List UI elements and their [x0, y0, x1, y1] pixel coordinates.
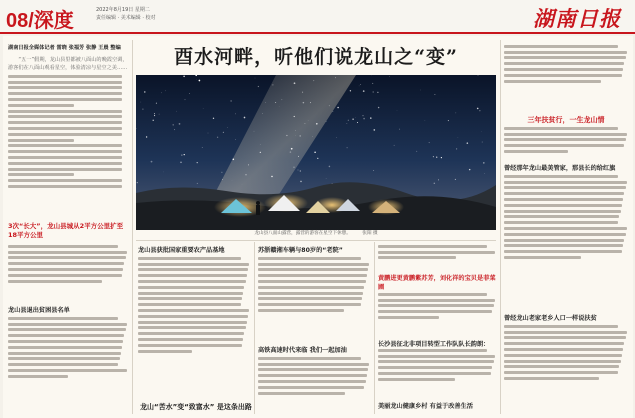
- star: [137, 182, 138, 183]
- body-text-line: [378, 245, 487, 248]
- body-text-line: [8, 328, 126, 331]
- body-text-line: [258, 368, 368, 371]
- star: [377, 92, 378, 93]
- body-text-line: [8, 150, 122, 153]
- star: [233, 159, 235, 161]
- body-text-line: [378, 372, 491, 375]
- body-text-line: [258, 374, 367, 377]
- body-text-line: [8, 86, 122, 89]
- star: [144, 91, 145, 92]
- body-text-line: [8, 323, 127, 326]
- body-text-line: [504, 325, 618, 328]
- star: [235, 139, 236, 140]
- body-text-line: [258, 286, 364, 289]
- star: [363, 118, 365, 120]
- star: [436, 157, 437, 158]
- newspaper-logo: 湖南日报: [533, 6, 621, 31]
- section-heading-mid-3: 高铁高速时代来临 我们一起加油: [258, 347, 347, 354]
- body-text-line: [504, 80, 601, 83]
- body-text-line: [258, 280, 366, 283]
- body-col-left-b: [8, 314, 128, 414]
- star: [164, 172, 165, 173]
- body-text-line: [504, 45, 618, 48]
- star: [230, 100, 231, 101]
- body-text-line: [504, 371, 618, 374]
- body-text-line: [8, 127, 122, 130]
- section-heading-mid-4: 龙山“苦水”变“致富水” 是这条出路: [140, 403, 252, 411]
- body-text-line: [8, 268, 123, 271]
- star: [441, 157, 442, 158]
- star: [227, 127, 228, 128]
- body-text-line: [8, 156, 122, 159]
- star: [153, 120, 154, 121]
- body-text-line: [504, 127, 618, 130]
- star: [348, 120, 349, 121]
- body-text-line: [258, 303, 361, 306]
- star: [355, 117, 356, 118]
- star: [223, 132, 224, 133]
- body-text-line: [8, 352, 121, 355]
- star: [455, 179, 456, 180]
- star: [217, 137, 218, 138]
- star: [271, 176, 272, 177]
- star: [363, 115, 364, 116]
- body-text-line: [138, 332, 244, 335]
- star: [151, 161, 153, 163]
- photo-caption: [136, 229, 496, 239]
- body-col-right-c: [378, 346, 496, 396]
- body-text-line: [504, 150, 568, 153]
- body-text-line: [504, 342, 624, 345]
- body-text-line: [8, 363, 118, 366]
- body-text-line: [8, 92, 122, 95]
- star: [455, 113, 456, 114]
- star: [254, 131, 255, 132]
- column-divider: [132, 40, 133, 414]
- body-text-line: [138, 350, 192, 353]
- body-text-line: [8, 369, 127, 372]
- body-text-line: [504, 354, 622, 357]
- section-heading-right-2: 长沙县征北非项目转型工作队队长韵朗：: [378, 341, 490, 348]
- body-text-line: [8, 144, 122, 147]
- body-text-line: [258, 386, 364, 389]
- body-text-line: [378, 349, 487, 352]
- body-text-line: [8, 334, 124, 337]
- body-text-line: [8, 75, 122, 78]
- body-text-line: [504, 227, 627, 230]
- star: [154, 115, 155, 116]
- star: [373, 170, 374, 171]
- body-text-line: [138, 338, 243, 341]
- star: [172, 124, 173, 125]
- body-text-line: [8, 162, 122, 165]
- body-text-line: [258, 309, 344, 312]
- body-text-line: [504, 233, 626, 236]
- body-text-line: [504, 244, 623, 247]
- body-text-line: [504, 56, 626, 59]
- star: [222, 179, 223, 180]
- star: [333, 111, 334, 112]
- star: [245, 174, 246, 175]
- body-text-line: [504, 365, 619, 368]
- star: [329, 105, 330, 106]
- star: [317, 158, 318, 159]
- body-col-mid-b: [258, 254, 370, 340]
- body-text-line: [378, 316, 439, 319]
- star: [416, 151, 417, 152]
- star: [399, 129, 400, 130]
- article-photo: [136, 75, 496, 230]
- headline: 酉水河畔，听他们说龙山之“变”: [174, 46, 458, 68]
- body-text-line: [378, 304, 494, 307]
- body-text-line: [378, 378, 455, 381]
- star: [335, 77, 336, 78]
- star: [142, 108, 143, 109]
- star: [326, 121, 327, 122]
- section-heading-right-1: 黄鹏进更黄鹏紫苏芳，刘化祥的宝贝是菲菜圃: [378, 275, 496, 291]
- body-text-line: [8, 98, 122, 101]
- body-text-line: [378, 256, 456, 259]
- body-text-line: [8, 262, 124, 265]
- star: [394, 145, 395, 146]
- star: [248, 164, 249, 165]
- body-text-line: [138, 326, 246, 329]
- body-text-line: [138, 263, 249, 266]
- body-text-line: [504, 239, 624, 242]
- section-heading-right-3: 美丽龙山健康乡村 有益于改善生活: [378, 403, 473, 410]
- body-text-line: [138, 303, 241, 306]
- body-text-line: [258, 263, 369, 266]
- star: [300, 170, 301, 171]
- star: [467, 142, 469, 144]
- body-text-line: [138, 344, 242, 347]
- body-text-line: [504, 215, 619, 218]
- star: [161, 93, 162, 94]
- body-text-line: [8, 245, 118, 248]
- star: [235, 113, 236, 114]
- star: [221, 172, 222, 173]
- body-col-far-right-d: [504, 322, 628, 414]
- body-text-line: [138, 280, 246, 283]
- star: [265, 102, 266, 103]
- star: [433, 156, 434, 157]
- body-text-line: [504, 210, 621, 213]
- star: [378, 107, 380, 109]
- star: [350, 90, 351, 91]
- section-heading-far-right-2: 曾经那年龙山最美管家，那县长的给红旗: [504, 165, 616, 172]
- body-col-mid-a: [138, 254, 250, 400]
- star: [302, 92, 303, 93]
- body-text-line: [8, 179, 122, 182]
- body-text-line: [138, 309, 249, 312]
- body-text-line: [258, 392, 345, 395]
- star: [286, 135, 287, 136]
- star: [329, 166, 331, 168]
- star: [434, 94, 435, 95]
- editor-text: 责任编辑 · 美术编辑 · 校对: [96, 15, 156, 21]
- body-text-line: [504, 336, 626, 339]
- byline: 湖南日报全媒体记者 雷晓 张福芳 张静 王晨 整编: [8, 45, 121, 51]
- star: [180, 161, 182, 163]
- body-text-line: [378, 251, 495, 254]
- star: [176, 111, 177, 112]
- body-text-line: [8, 256, 126, 259]
- star: [184, 154, 185, 155]
- body-text-line: [8, 173, 74, 176]
- body-text-line: [138, 315, 248, 318]
- body-col-far-right-a: [504, 42, 628, 102]
- star: [189, 93, 190, 94]
- star: [456, 148, 457, 149]
- body-text-line: [8, 280, 102, 283]
- star: [196, 79, 197, 80]
- star: [146, 136, 147, 137]
- star: [434, 183, 435, 184]
- star: [313, 80, 314, 81]
- date-text: 2022年8月19日 星期二: [96, 7, 150, 13]
- star: [352, 118, 353, 119]
- body-text-line: [504, 68, 623, 71]
- star: [272, 84, 273, 85]
- star: [281, 99, 282, 100]
- star: [290, 151, 291, 152]
- body-text-line: [378, 366, 492, 369]
- star: [429, 142, 430, 143]
- body-text-line: [504, 144, 624, 147]
- article-lede: [8, 44, 128, 191]
- body-text-line: [504, 221, 618, 224]
- column-divider: [500, 40, 501, 414]
- body-text-line: [8, 357, 120, 360]
- body-text-line: [258, 357, 361, 360]
- body-text-line: [504, 192, 624, 195]
- body-text-line: [8, 81, 122, 84]
- star: [260, 152, 261, 153]
- body-text-line: [378, 355, 495, 358]
- body-text-line: [504, 138, 626, 141]
- page-section-label: 08/深度: [6, 10, 74, 32]
- body-text-line: [258, 274, 367, 277]
- star: [337, 107, 339, 109]
- starry-night-campsite-image: [136, 75, 496, 230]
- section-heading-mid-1: 龙山县获批国家重要农产品基地: [138, 247, 225, 254]
- star: [373, 129, 375, 131]
- body-text-line: [138, 292, 243, 295]
- body-text-line: [378, 293, 487, 296]
- star: [483, 162, 485, 164]
- star: [294, 116, 295, 117]
- star: [326, 178, 327, 179]
- body-text-line: [8, 110, 122, 113]
- star: [299, 135, 301, 137]
- star: [141, 102, 142, 103]
- body-text-line: [378, 299, 495, 302]
- caption-text: 龙山县八面山露营，露营的游客在星空下休憩。: [254, 231, 351, 236]
- star: [477, 108, 479, 110]
- star: [199, 80, 201, 82]
- star: [258, 86, 259, 87]
- star: [154, 113, 155, 114]
- section-heading-far-right-1: 三年扶贫行，一生龙山情: [527, 116, 605, 124]
- star: [244, 117, 246, 119]
- star: [165, 91, 166, 92]
- star: [156, 103, 157, 104]
- star: [262, 113, 263, 114]
- body-text-line: [138, 321, 247, 324]
- body-text-line: [504, 348, 623, 351]
- star: [484, 173, 485, 174]
- star: [310, 102, 311, 103]
- star: [370, 117, 371, 118]
- body-col-mid-c: [258, 354, 370, 414]
- star: [174, 129, 175, 130]
- section-heading-left-1: 3次“长大”，龙山县城从2平方公里扩至18平方公里: [8, 222, 124, 239]
- body-text-line: [8, 139, 74, 142]
- star: [184, 99, 185, 100]
- body-text-line: [258, 292, 363, 295]
- star: [179, 123, 181, 125]
- body-col-left-a: [8, 242, 128, 302]
- body-text-line: [138, 286, 244, 289]
- body-text-line: [8, 317, 118, 320]
- star: [316, 123, 318, 125]
- star: [314, 152, 316, 154]
- star: [213, 118, 214, 119]
- star: [469, 169, 470, 170]
- column-divider: [374, 242, 375, 414]
- star: [202, 147, 203, 148]
- issue-date: [96, 6, 256, 22]
- body-text-line: [504, 331, 627, 334]
- body-col-far-right-b: [504, 124, 628, 168]
- body-text-line: [504, 377, 599, 380]
- body-text-line: [8, 185, 122, 188]
- body-text-line: [138, 268, 248, 271]
- body-text-line: [504, 256, 581, 259]
- star: [295, 130, 296, 131]
- star: [291, 148, 293, 150]
- star: [372, 83, 373, 84]
- star: [458, 137, 459, 138]
- column-divider: [254, 242, 255, 414]
- star: [181, 154, 183, 156]
- star: [197, 162, 198, 163]
- star: [260, 144, 261, 145]
- body-text-line: [504, 175, 618, 178]
- star: [420, 90, 421, 91]
- star: [347, 123, 348, 124]
- star: [357, 122, 358, 123]
- star: [159, 114, 160, 115]
- body-text-line: [8, 375, 68, 378]
- star: [304, 123, 305, 124]
- star: [347, 147, 348, 148]
- lede-body: [8, 75, 128, 188]
- star: [438, 179, 439, 180]
- star: [297, 169, 298, 170]
- body-text-line: [504, 133, 627, 136]
- body-text-line: [504, 186, 626, 189]
- star: [275, 102, 276, 103]
- body-text-line: [258, 363, 369, 366]
- star: [303, 102, 305, 104]
- body-text-line: [504, 360, 621, 363]
- body-text-line: [8, 104, 74, 107]
- body-text-line: [378, 360, 494, 363]
- body-text-line: [8, 251, 127, 254]
- star: [389, 76, 390, 77]
- body-text-line: [258, 268, 368, 271]
- star: [300, 181, 302, 183]
- body-text-line: [8, 274, 122, 277]
- star: [183, 76, 184, 77]
- star: [448, 120, 449, 121]
- body-text-line: [504, 181, 627, 184]
- body-text-line: [138, 297, 242, 300]
- star: [479, 110, 480, 111]
- body-text-line: [504, 204, 622, 207]
- photo-divider: [136, 240, 496, 241]
- star: [482, 142, 483, 143]
- body-text-line: [8, 121, 122, 124]
- star: [294, 82, 296, 84]
- star: [197, 183, 198, 184]
- body-text-line: [8, 133, 122, 136]
- section-heading-mid-2: 苏浙赣湘车辆与80岁的“老院”: [258, 247, 343, 254]
- body-text-line: [504, 198, 623, 201]
- body-text-line: [258, 380, 366, 383]
- body-text-line: [8, 346, 122, 349]
- star: [363, 90, 365, 92]
- star: [360, 84, 361, 85]
- body-text-line: [504, 250, 622, 253]
- star: [336, 137, 337, 138]
- body-col-far-right-c: [504, 172, 628, 308]
- intro-paragraph: “五一”假期，龙山县里都被八面山的晚霞空调，游客们在八面山观看星空，体验清凉与星空之美……: [8, 57, 128, 71]
- body-text-line: [8, 115, 122, 118]
- photo-credit: 张阳 摄: [362, 231, 378, 236]
- star: [312, 136, 313, 137]
- star: [425, 120, 426, 121]
- body-text-line: [504, 62, 624, 65]
- body-text-line: [138, 257, 241, 260]
- body-col-right-b: [378, 290, 496, 334]
- body-text-line: [504, 74, 622, 77]
- body-text-line: [8, 168, 122, 171]
- star: [298, 156, 299, 157]
- star: [208, 133, 209, 134]
- body-text-line: [258, 297, 362, 300]
- body-text-line: [504, 51, 627, 54]
- star: [293, 167, 294, 168]
- section-heading-far-right-3: 曾经龙山老家老乡人口一样说扶贫: [504, 315, 597, 322]
- star: [359, 86, 360, 87]
- masthead: [0, 0, 635, 34]
- star: [373, 91, 374, 92]
- body-text-line: [378, 310, 492, 313]
- body-text-line: [258, 257, 361, 260]
- section-heading-left-2: 龙山县退出贫困县名单: [8, 307, 70, 314]
- body-text-line: [8, 340, 123, 343]
- body-text-line: [138, 274, 247, 277]
